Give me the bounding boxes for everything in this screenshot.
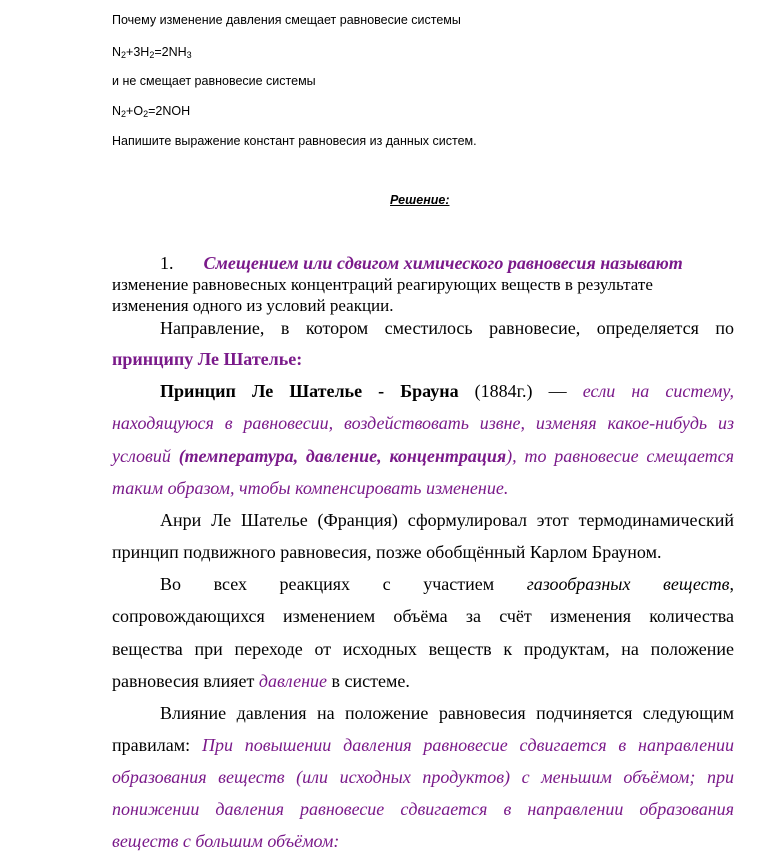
paragraph-3-line-2: находящуюся в равновесии, воздействовать извне, изменяя какое-нибудь из xyxy=(112,413,734,433)
paragraph-1-line-3: изменения одного из условий реакции. xyxy=(112,296,394,315)
paragraph-6-line-2: правилам: При повышении давления равновесие сдвигается в направлении xyxy=(112,735,735,755)
equation-1: $N_2+3H_2=2NH_3$ xyxy=(112,45,192,60)
paragraph-4-line-1: Анри Ле Шателье (Франция) сформулировал этот термодинамический xyxy=(160,510,734,530)
paragraph-2-line-2: принципу Ле Шателье: xyxy=(112,349,303,369)
paragraph-5-line-2: сопровождающихся изменением объёма за счёт изменения количества xyxy=(112,606,734,626)
question-line-2: и не смещает равновесие системы xyxy=(112,74,316,88)
list-number: 1. xyxy=(160,253,174,273)
paragraph-6-line-1: Влияние давления на положение равновесия подчиняется следующим xyxy=(160,703,734,723)
paragraph-5-line-1: Во всех реакциях с участием газообразных веществ, xyxy=(160,574,734,594)
paragraph-3-line-4: таким образом, чтобы компенсировать изменение. xyxy=(112,478,509,498)
paragraph-2-line-1: Направление, в котором сместилось равновесие, определяется по xyxy=(160,318,734,338)
paragraph-5-line-3: вещества при переходе от исходных веществ к продуктам, на положение xyxy=(112,639,734,659)
paragraph-3-line-3: условий (температура, давление, концентрация), то равновесие смещается xyxy=(112,446,734,466)
paragraph-5-line-4: равновесия влияет давление в системе. xyxy=(112,671,410,691)
paragraph-4-line-2: принцип подвижного равновесия, позже обобщённый Карлом Брауном. xyxy=(112,542,662,562)
paragraph-3-line-1: Принцип Ле Шателье - Брауна (1884г.) — если на систему, xyxy=(160,381,734,401)
question-line-3: Напишите выражение констант равновесия из данных систем. xyxy=(112,134,477,148)
paragraph-6-line-4: понижении давления равновесие сдвигается в направлении образования xyxy=(112,799,734,819)
paragraph-6-line-5: веществ с большим объёмом: xyxy=(112,831,340,851)
question-line-1: Почему изменение давления смещает равновесие системы xyxy=(112,13,461,27)
equation-2: $N_2+O_2=2NOH$ xyxy=(112,104,191,119)
paragraph-1-line-2: изменение равновесных концентраций реагирующих веществ в результате xyxy=(112,275,653,294)
paragraph-6-line-3: образования веществ (или исходных продуктов) с меньшим объёмом; при xyxy=(112,767,734,787)
solution-heading: Решение: xyxy=(390,193,450,207)
paragraph-1-lead: 1. Смещением или сдвигом химического равновесия называют xyxy=(160,253,683,273)
